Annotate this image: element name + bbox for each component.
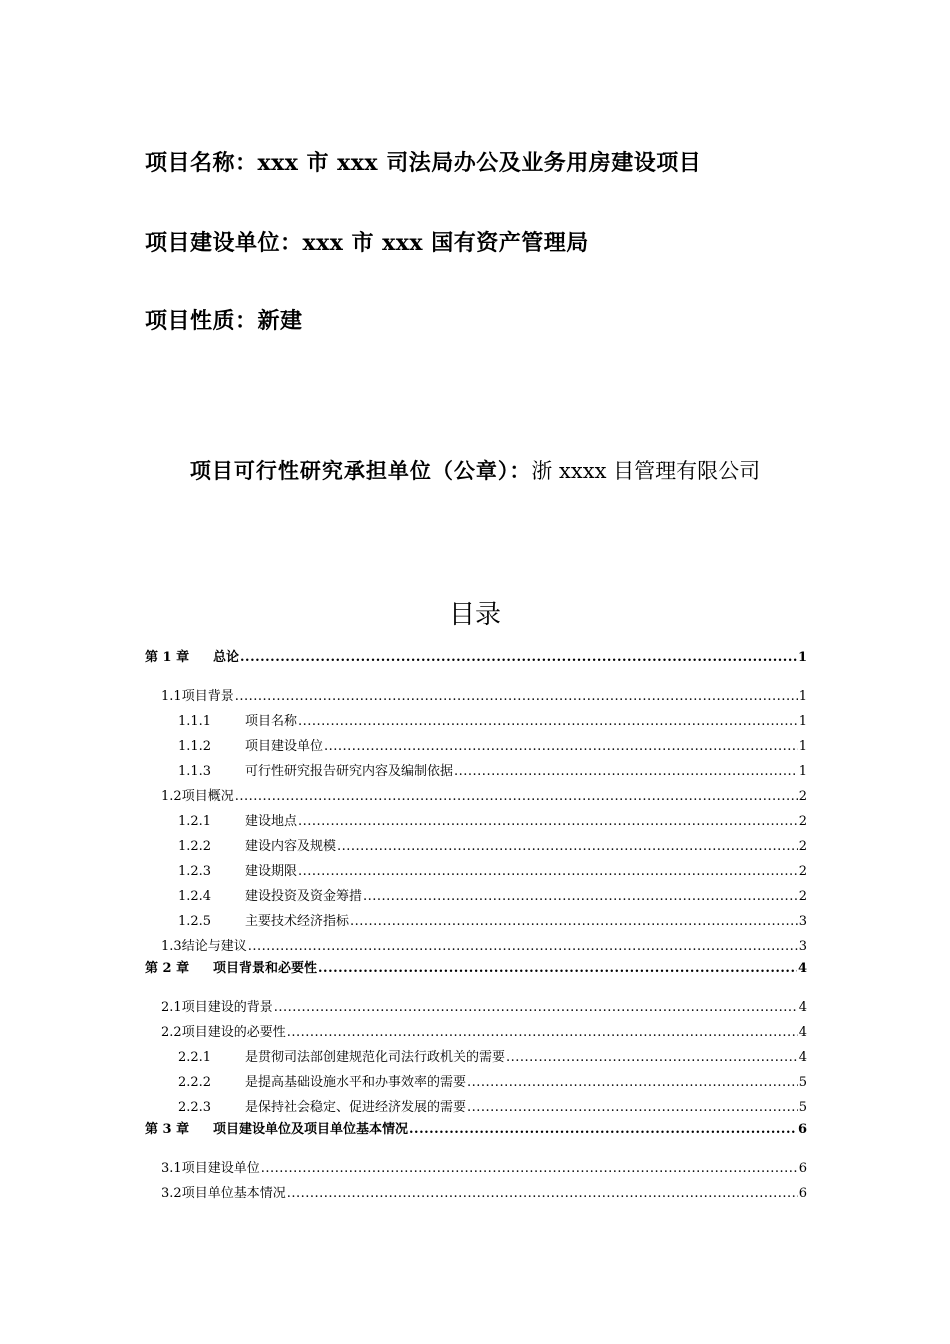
toc-entry-title: 项目建设的背景: [181, 1000, 273, 1015]
toc-entry-title: 项目背景和必要性: [213, 961, 318, 976]
toc-chapter-entry[interactable]: [145, 1120, 807, 1156]
toc-entry-title: 项目名称: [245, 714, 298, 729]
toc-dot-leader: [287, 1020, 798, 1045]
toc-dot-leader: [248, 934, 798, 959]
toc-dot-leader: [235, 684, 798, 709]
project-name-label: 项目名称：: [145, 150, 258, 176]
toc-entry[interactable]: [145, 884, 807, 909]
toc-entry-number: 2.2: [161, 1025, 182, 1040]
toc-dot-leader: [287, 1181, 798, 1206]
toc-entry-page: 6: [798, 1186, 807, 1201]
toc-entry[interactable]: [145, 834, 807, 859]
toc-entry[interactable]: [145, 1045, 807, 1070]
toc-entry-title: 可行性研究报告研究内容及编制依据: [245, 764, 454, 779]
toc-dot-leader: [240, 648, 797, 668]
toc-entry-number: 1.1.3: [178, 764, 212, 779]
toc-entry-title: 项目单位基本情况: [181, 1186, 286, 1201]
toc-entry-title: 项目建设的必要性: [181, 1025, 286, 1040]
toc-chapter-entry[interactable]: [145, 648, 807, 684]
toc-entry-title: 项目建设单位及项目单位基本情况: [213, 1122, 409, 1137]
toc-entry-number: 1.2.3: [178, 864, 212, 879]
toc-entry-number: 3.2: [161, 1186, 182, 1201]
toc-entry-title: 项目建设单位: [245, 739, 324, 754]
toc-entry-page: 1: [798, 689, 807, 704]
toc-entry-page: 1: [798, 764, 807, 779]
toc-entry-page: 5: [798, 1100, 807, 1115]
project-name-line: [145, 146, 701, 177]
toc-entry-number: 第 3 章: [145, 1122, 190, 1137]
toc-entry-number: 1.1.2: [178, 739, 212, 754]
toc-entry-title: 建设投资及资金筹措: [245, 889, 363, 904]
toc-dot-leader: [337, 834, 798, 859]
toc-entry[interactable]: [145, 1095, 807, 1120]
undertaker-value: 浙 xxxx 目管理有限公司: [531, 459, 761, 483]
toc-entry-title: 建设地点: [245, 814, 298, 829]
toc-entry[interactable]: [145, 1181, 807, 1206]
toc-entry[interactable]: [145, 684, 807, 709]
toc-entry-number: 1.2: [161, 789, 182, 804]
toc-entry-page: 5: [798, 1075, 807, 1090]
toc-entry-page: 4: [798, 1050, 807, 1065]
project-unit-value: xxx 市 xxx 国有资产管理局: [302, 230, 589, 256]
toc-entry-number: 第 1 章: [145, 650, 190, 665]
toc-entry-number: 1.1: [161, 689, 182, 704]
toc-entry-page: 1: [798, 739, 807, 754]
toc-entry-title: 主要技术经济指标: [245, 914, 350, 929]
table-of-contents: [145, 648, 807, 1206]
toc-entry[interactable]: [145, 759, 807, 784]
toc-entry-title: 是贯彻司法部创建规范化司法行政机关的需要: [245, 1050, 506, 1065]
toc-entry-title: 总论: [213, 650, 240, 665]
toc-chapter-entry[interactable]: [145, 959, 807, 995]
toc-entry[interactable]: [145, 934, 807, 959]
toc-dot-leader: [467, 1095, 798, 1120]
toc-dot-leader: [454, 759, 798, 784]
toc-dot-leader: [350, 909, 798, 934]
toc-entry-page: 2: [798, 889, 807, 904]
toc-entry[interactable]: [145, 859, 807, 884]
toc-entry-page: 2: [798, 814, 807, 829]
toc-entry-number: 1.3: [161, 939, 182, 954]
toc-dot-leader: [298, 809, 798, 834]
project-nature-value: 新建: [257, 308, 303, 334]
toc-dot-leader: [324, 734, 798, 759]
project-nature-label: 项目性质：: [145, 308, 258, 334]
toc-entry-number: 2.2.2: [178, 1075, 212, 1090]
toc-dot-leader: [318, 959, 797, 979]
project-name-value: xxx 市 xxx 司法局办公及业务用房建设项目: [257, 150, 702, 176]
toc-dot-leader: [235, 784, 798, 809]
toc-entry-number: 1.2.5: [178, 914, 212, 929]
toc-entry[interactable]: [145, 709, 807, 734]
undertaker-label: 项目可行性研究承担单位（公章）：: [189, 458, 532, 483]
toc-entry-title: 是保持社会稳定、促进经济发展的需要: [245, 1100, 467, 1115]
toc-entry-page: 6: [797, 1122, 807, 1137]
toc-entry-page: 6: [798, 1161, 807, 1176]
toc-entry-title: 是提高基础设施水平和办事效率的需要: [245, 1075, 467, 1090]
toc-entry-page: 1: [798, 714, 807, 729]
toc-entry-number: 1.2.4: [178, 889, 212, 904]
toc-entry-page: 4: [798, 1025, 807, 1040]
toc-dot-leader: [506, 1045, 798, 1070]
toc-entry-number: 1.2.1: [178, 814, 212, 829]
toc-entry-number: 2.2.3: [178, 1100, 212, 1115]
toc-entry-title: 建设内容及规模: [245, 839, 337, 854]
toc-entry-number: 1.1.1: [178, 714, 212, 729]
toc-entry-number: 1.2.2: [178, 839, 212, 854]
toc-entry[interactable]: [145, 1020, 807, 1045]
toc-entry[interactable]: [145, 995, 807, 1020]
project-nature-line: [145, 304, 303, 335]
toc-entry-number: 3.1: [161, 1161, 182, 1176]
toc-dot-leader: [298, 709, 798, 734]
toc-entry-title: 结论与建议: [181, 939, 247, 954]
toc-dot-leader: [363, 884, 798, 909]
toc-entry-page: 3: [798, 914, 807, 929]
toc-entry-page: 2: [798, 864, 807, 879]
toc-entry-title: 项目建设单位: [181, 1161, 260, 1176]
toc-dot-leader: [409, 1120, 797, 1140]
toc-heading: 目录: [448, 600, 501, 630]
toc-entry-number: 2.1: [161, 1000, 182, 1015]
toc-entry-page: 4: [798, 1000, 807, 1015]
toc-entry-page: 4: [797, 961, 807, 976]
toc-dot-leader: [261, 1156, 798, 1181]
toc-dot-leader: [298, 859, 798, 884]
toc-entry[interactable]: [145, 809, 807, 834]
toc-entry[interactable]: [145, 784, 807, 809]
toc-entry[interactable]: [145, 1070, 807, 1095]
toc-entry-number: 第 2 章: [145, 961, 190, 976]
toc-entry-title: 项目概况: [181, 789, 234, 804]
toc-entry[interactable]: [145, 734, 807, 759]
toc-entry[interactable]: [145, 1156, 807, 1181]
toc-entry-page: 3: [798, 939, 807, 954]
toc-entry-page: 1: [797, 650, 807, 665]
toc-entry[interactable]: [145, 909, 807, 934]
toc-dot-leader: [467, 1070, 798, 1095]
toc-entry-page: 2: [798, 789, 807, 804]
project-unit-label: 项目建设单位：: [145, 230, 303, 256]
toc-entry-number: 2.2.1: [178, 1050, 212, 1065]
project-unit-line: [145, 226, 589, 257]
toc-entry-title: 建设期限: [245, 864, 298, 879]
toc-entry-title: 项目背景: [181, 689, 234, 704]
toc-entry-page: 2: [798, 839, 807, 854]
toc-dot-leader: [274, 995, 798, 1020]
undertaker-line: [0, 455, 950, 485]
